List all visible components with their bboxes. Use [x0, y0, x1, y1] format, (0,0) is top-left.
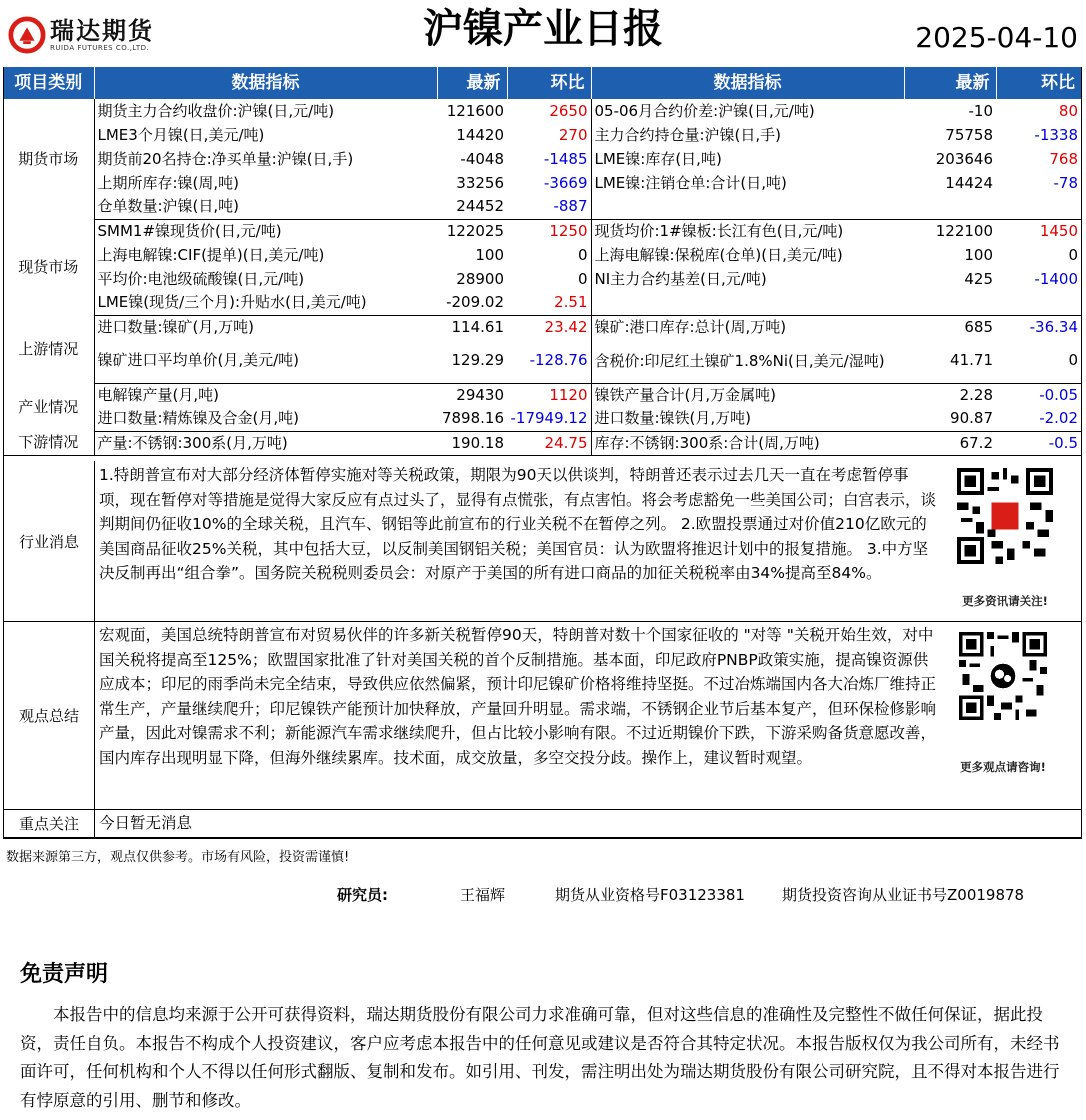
- change-right-cell: 80: [1058, 101, 1078, 120]
- indicator-right-cell: 05-06月合约价差:沪镍(日,元/吨): [594, 101, 815, 120]
- category-cell: 下游情况: [3, 431, 94, 455]
- report-date: 2025-04-10: [915, 21, 1078, 54]
- indicator-right-cell: 现货均价:1#镍板:长江有色(日,元/吨): [594, 221, 844, 240]
- latest-right-cell: 2.28: [959, 385, 993, 404]
- news-section: [3, 461, 1082, 622]
- qr-code-icon: [957, 468, 1053, 564]
- latest-left-cell: 33256: [456, 173, 504, 192]
- logo-name: 瑞达期货: [50, 16, 154, 45]
- indicator-left-cell: 进口数量:精炼镍及合金(月,吨): [94, 407, 437, 431]
- indicator-right-cell: 镍铁产量合计(月,万金属吨): [594, 385, 776, 404]
- data-source-footnote: 数据来源第三方，观点仅供参考。市场有风险，投资需谨慎!: [6, 850, 350, 865]
- change-right-cell: 768: [1049, 149, 1078, 168]
- indicator-right-cell: 含税价:印尼红土镍矿1.8%Ni(日,美元/湿吨): [591, 339, 904, 383]
- latest-left-cell: -4048: [460, 149, 504, 168]
- table-row: [3, 431, 1081, 455]
- indicator-right-cell: 进口数量:镍铁(月,万吨): [591, 407, 904, 431]
- indicator-left-cell: 电解镍产量(月,吨): [97, 385, 219, 404]
- consulting-license: 期货投资咨询从业证书号Z0019878: [782, 886, 1025, 904]
- latest-left-cell: 100: [475, 245, 504, 264]
- summary-text: 宏观面，美国总统特朗普宣布对贸易伙伴的许多新关税暂停90天，特朗普对数十个国家征收的 "对等 "关税开始生效，对中国关税将提高至125%；欧盟国家批准了针对美国关税的首个反制措施。基本面，印尼政府PNBP政策实施，提高镍资源供应成本；印尼的雨季尚未完全结束，导致供应依然偏紧，预计印尼镍矿价格将维持坚挺。不过冶炼端国内各大冶炼厂维持正常生产，产量继续爬升；印尼镍铁产能预计加快释放，产量回升明显。需求端，不锈钢企业节后基本复产，但环保检修影响产量，因此对镍需求不利；新能源汽车需求继续爬升，但占比较小影响有限。不过近期镍价下跌，下游采购备货意愿改善，国内库存出现明显下降，但海外继续累库。技术面，成交放量，多空交投分歧。操作上，建议暂时观望。: [99, 626, 937, 767]
- focus-section: [3, 810, 1082, 839]
- latest-right-cell: [904, 195, 996, 219]
- indicator-left-cell: 期货前20名持仓:净买单量:沪镍(日,手): [97, 149, 354, 168]
- change-left-cell: -128.76: [507, 339, 591, 383]
- table-row: [3, 291, 1081, 315]
- change-right-cell: -36.34: [1029, 317, 1078, 336]
- change-left-cell: 23.42: [507, 315, 591, 339]
- change-left-cell: 1120: [507, 383, 591, 407]
- indicator-left-cell: 平均价:电池级硫酸镍(日,元/吨): [97, 269, 305, 288]
- indicator-left-cell: SMM1#镍现货价(日,元/吨): [97, 221, 282, 240]
- change-left-cell: 0: [507, 267, 591, 291]
- disclaimer-title: 免责声明: [20, 962, 109, 987]
- change-left-cell: -1485: [507, 147, 591, 171]
- change-right-cell: 0: [1068, 245, 1078, 264]
- indicator-left-cell: 镍矿进口平均单价(月,美元/吨): [94, 339, 437, 383]
- indicator-left-cell: 上期所库存:镍(周,吨): [97, 173, 240, 192]
- category-cell: 上游情况: [3, 315, 94, 383]
- summary-category-label: 观点总结: [4, 622, 95, 809]
- latest-left-cell: 28900: [456, 269, 504, 288]
- indicator-left-cell: 仓单数量:沪镍(日,吨): [94, 195, 437, 219]
- news-qr-caption: 更多资讯请关注!: [962, 594, 1048, 608]
- indicator-right-cell: LME镍:库存(日,吨): [594, 149, 722, 168]
- table-row: [3, 219, 1081, 243]
- change-left-cell: -887: [507, 195, 591, 219]
- latest-left-cell: 129.29: [437, 339, 507, 383]
- change-right-cell: -1338: [1034, 125, 1078, 144]
- change-left-cell: 270: [507, 123, 591, 147]
- report-header: [0, 0, 1086, 66]
- latest-left-cell: 7898.16: [437, 407, 507, 431]
- latest-right-cell: 122100: [935, 221, 993, 240]
- change-left-cell: 0: [507, 243, 591, 267]
- latest-left-cell: 14420: [456, 125, 504, 144]
- latest-right-cell: 41.71: [904, 339, 996, 383]
- summary-qr-caption: 更多观点请咨询!: [960, 760, 1046, 774]
- category-cell: 产业情况: [3, 383, 94, 431]
- indicator-right-cell: 上海电解镍:保税库(仓单)(日,美元/吨): [594, 245, 843, 264]
- change-right-cell: -0.5: [996, 431, 1081, 455]
- change-left-cell: -17949.12: [507, 407, 591, 431]
- latest-right-cell: [904, 291, 996, 315]
- latest-right-cell: 90.87: [904, 407, 996, 431]
- researcher-label: 研究员:: [337, 886, 388, 904]
- change-right-cell: [996, 291, 1081, 315]
- change-left-cell: 24.75: [507, 431, 591, 455]
- change-right-cell: -0.05: [1039, 385, 1078, 404]
- header-indicator-right: 数据指标: [591, 67, 904, 99]
- table-row: [3, 171, 1081, 195]
- table-row: [3, 383, 1081, 407]
- indicator-right-cell: 库存:不锈钢:300系:合计(周,万吨): [591, 431, 904, 455]
- latest-right-cell: 203646: [935, 149, 993, 168]
- latest-right-cell: 425: [964, 269, 993, 288]
- latest-right-cell: 14424: [945, 173, 993, 192]
- indicator-left-cell: 期货主力合约收盘价:沪镍(日,元/吨): [97, 101, 335, 120]
- focus-text: 今日暂无消息: [99, 814, 193, 832]
- change-right-cell: 1450: [1039, 221, 1078, 240]
- latest-right-cell: -10: [968, 101, 993, 120]
- news-category-label: 行业消息: [4, 461, 95, 621]
- table-row: [3, 99, 1081, 123]
- indicator-right-cell: 主力合约持仓量:沪镍(日,手): [594, 125, 782, 144]
- change-left-cell: -3669: [507, 171, 591, 195]
- researcher-name: 王福辉: [460, 886, 506, 904]
- indicator-left-cell: 上海电解镍:CIF(提单)(日,美元/吨): [97, 245, 325, 264]
- news-text: 1.特朗普宣布对大部分经济体暂停实施对等关税政策，期限为90天以供谈判，特朗普还表示过去几天一直在考虑暂停事项，现在暂停对等措施是觉得大家反应有点过头了，显得有点慌张，有点害怕。将会考虑豁免一些美国公司；白宫表示，谈判期间仍征收10%的全球关税，且汽车、钢铝等此前宣布的行业关税不在暂停之列。 2.欧盟投票通过对价值210亿欧元的美国商品征收25%关税，其中包括大豆，以反制美国钢铝关税；美国官员：认为欧盟将推迟计划中的报复措施。 3.中方坚决反制再出“组合拳”。国务院关税税则委员会：对原产于美国的所有进口商品的加征关税税率由34%提高至84%。: [99, 466, 937, 583]
- summary-section: [3, 622, 1082, 810]
- report-title: 沪镍产业日报: [423, 6, 663, 52]
- latest-left-cell: 190.18: [437, 431, 507, 455]
- category-cell: 期货市场: [3, 99, 94, 219]
- wechat-qr-code-icon: [959, 632, 1047, 720]
- disclaimer-text: 本报告中的信息均来源于公开可获得资料，瑞达期货股份有限公司力求准确可靠，但对这些信息的准确性及完整性不做任何保证，据此投资，责任自负。本报告不构成个人投资建议，客户应考虑本报告中的任何意见或建议是否符合其特定状况。本报告版权仅为我公司所有，未经书面许可，任何机构和个人不得以任何形式翻版、复制和发布。如引用、刊发，需注明出处为瑞达期货股份有限公司研究院，且不得对本报告进行有悖原意的引用、删节和修改。: [20, 1005, 1060, 1110]
- change-left-cell: 2.51: [507, 291, 591, 315]
- change-right-cell: 0: [996, 339, 1081, 383]
- table-row: [3, 147, 1081, 171]
- table-row: [3, 315, 1081, 339]
- header-change-left: 环比: [507, 67, 591, 99]
- indicator-right-cell: NI主力合约基差(日,元/吨): [594, 269, 767, 288]
- change-left-cell: 2650: [507, 99, 591, 123]
- table-header-row: [3, 67, 1081, 99]
- futures-license: 期货从业资格号F03123381: [555, 886, 745, 904]
- latest-right-cell: 100: [964, 245, 993, 264]
- change-left-cell: 1250: [507, 219, 591, 243]
- change-right-cell: [996, 195, 1081, 219]
- category-cell: 现货市场: [3, 219, 94, 315]
- table-row: [3, 243, 1081, 267]
- table-row: [3, 123, 1081, 147]
- table-row: [3, 195, 1081, 219]
- header-indicator-left: 数据指标: [94, 67, 437, 99]
- table-row: [3, 407, 1081, 431]
- indicator-left-cell: LME镍(现货/三个月):升贴水(日,美元/吨): [94, 291, 437, 315]
- change-right-cell: -2.02: [996, 407, 1081, 431]
- table-row: [3, 267, 1081, 291]
- latest-left-cell: 122025: [446, 221, 504, 240]
- table-row: [3, 339, 1081, 383]
- indicator-left-cell: LME3个月镍(日,美元/吨): [97, 125, 265, 144]
- latest-left-cell: 24452: [437, 195, 507, 219]
- focus-category-label: 重点关注: [4, 810, 95, 837]
- latest-left-cell: 29430: [456, 385, 504, 404]
- change-right-cell: -1400: [1034, 269, 1078, 288]
- logo-subtitle: RUIDA FUTURES CO.,LTD.: [50, 43, 150, 52]
- header-change-right: 环比: [996, 67, 1081, 99]
- latest-right-cell: 67.2: [904, 431, 996, 455]
- latest-left-cell: 121600: [446, 101, 504, 120]
- indicator-right-cell: [591, 195, 904, 219]
- indicator-left-cell: 产量:不锈钢:300系(月,万吨): [94, 431, 437, 455]
- indicator-right-cell: LME镍:注销仓单:合计(日,吨): [594, 173, 787, 192]
- change-right-cell: -78: [1053, 173, 1078, 192]
- indicator-left-cell: 进口数量:镍矿(月,万吨): [97, 317, 255, 336]
- latest-right-cell: 685: [964, 317, 993, 336]
- header-latest-left: 最新: [437, 67, 507, 99]
- latest-left-cell: -209.02: [437, 291, 507, 315]
- latest-left-cell: 114.61: [451, 317, 504, 336]
- header-latest-right: 最新: [904, 67, 996, 99]
- latest-right-cell: 75758: [945, 125, 993, 144]
- indicator-right-cell: [591, 291, 904, 315]
- data-table: [3, 67, 1081, 456]
- indicator-right-cell: 镍矿:港口库存:总计(周,万吨): [594, 317, 787, 336]
- header-category: 项目类别: [3, 67, 94, 99]
